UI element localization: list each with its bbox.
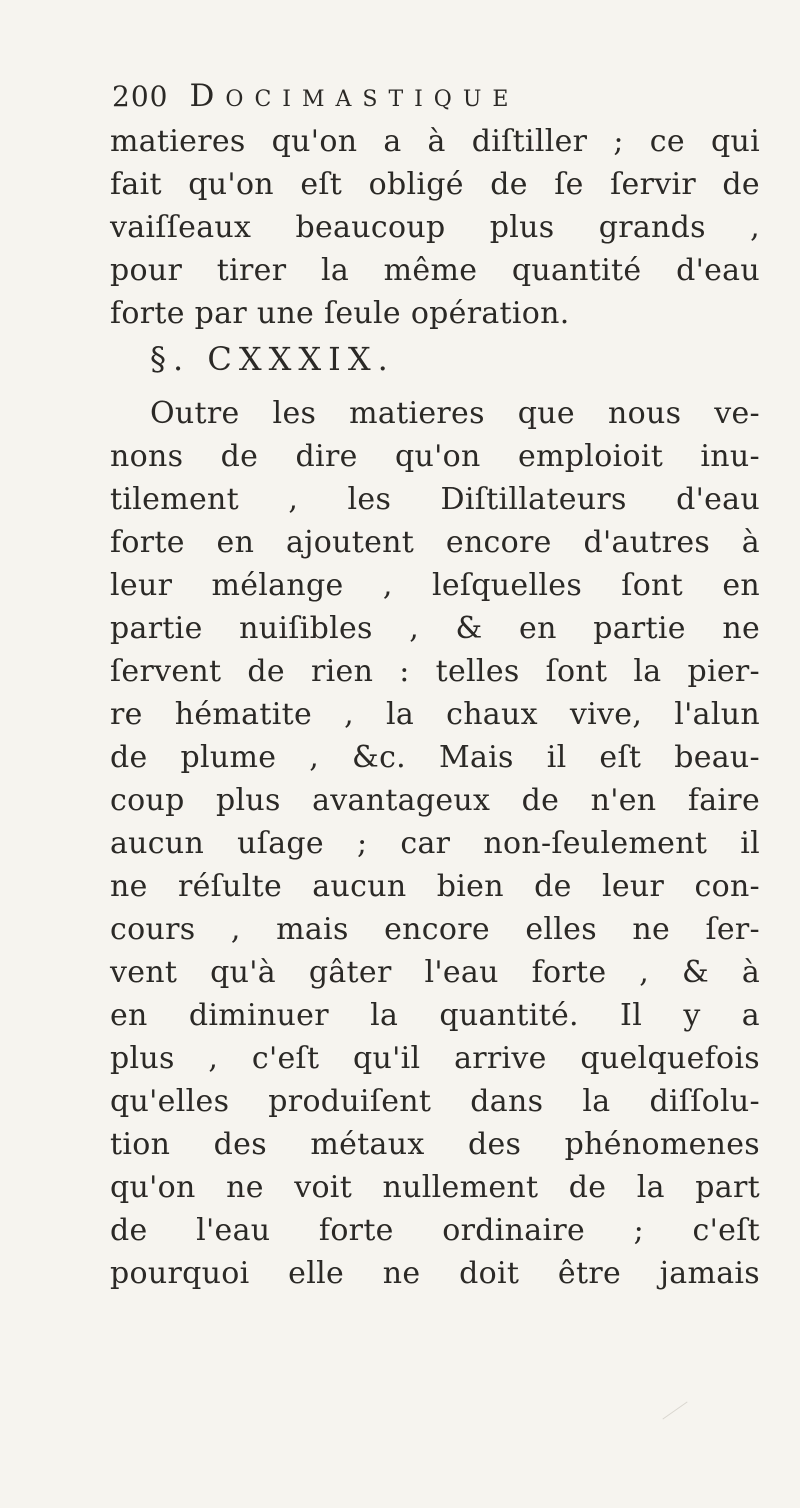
paragraph-1 [110, 120, 760, 335]
text-line: tion des métaux des phénomenes [110, 1127, 760, 1162]
running-head [112, 78, 712, 122]
text-line: pourquoi elle ne doit être jamais [110, 1256, 760, 1291]
text-line: vent qu'à gâter l'eau forte , & à [110, 955, 760, 990]
text-line: en diminuer la quantité. Il y a [110, 998, 760, 1033]
page-number: 200 [112, 80, 169, 113]
paper-mark [662, 1401, 687, 1419]
text-line: vaiſſeaux beaucoup plus grands , [110, 210, 760, 245]
text-line: coup plus avantageux de n'en faire [110, 783, 760, 818]
text-line: ſervent de rien : telles ſont la pier- [110, 654, 760, 689]
text-line: matieres qu'on a à diſtiller ; ce qui [110, 124, 760, 159]
text-line: de l'eau forte ordinaire ; c'eſt [110, 1213, 760, 1248]
text-line: Outre les matieres que nous ve- [150, 396, 760, 431]
text-line: plus , c'eſt qu'il arrive quelquefois [110, 1041, 760, 1076]
text-line: qu'on ne voit nullement de la part [110, 1170, 760, 1205]
text-line: aucun uſage ; car non-ſeulement il [110, 826, 760, 861]
text-line: re hématite , la chaux vive, l'alun [110, 697, 760, 732]
text-line: nons de dire qu'on emploioit inu- [110, 439, 760, 474]
running-title: Docimastique [189, 78, 520, 114]
text-line: fait qu'on eſt obligé de ſe ſervir de [110, 167, 760, 202]
text-line: forte en ajoutent encore d'autres à [110, 525, 760, 560]
text-line: qu'elles produiſent dans la diſſolu- [110, 1084, 760, 1119]
text-line: leur mélange , leſquelles ſont en [110, 568, 760, 603]
text-line: ne réſulte aucun bien de leur con- [110, 869, 760, 904]
text-line: tilement , les Diſtillateurs d'eau [110, 482, 760, 517]
paragraph-2 [110, 392, 760, 1295]
text-line: de plume , &c. Mais il eſt beau- [110, 740, 760, 775]
text-line: partie nuiſibles , & en partie ne [110, 611, 760, 646]
text-line: pour tirer la même quantité d'eau [110, 253, 760, 288]
text-line: forte par une ſeule opération. [110, 296, 570, 331]
section-heading: §. CXXXIX. [150, 340, 395, 378]
text-line: cours , mais encore elles ne ſer- [110, 912, 760, 947]
